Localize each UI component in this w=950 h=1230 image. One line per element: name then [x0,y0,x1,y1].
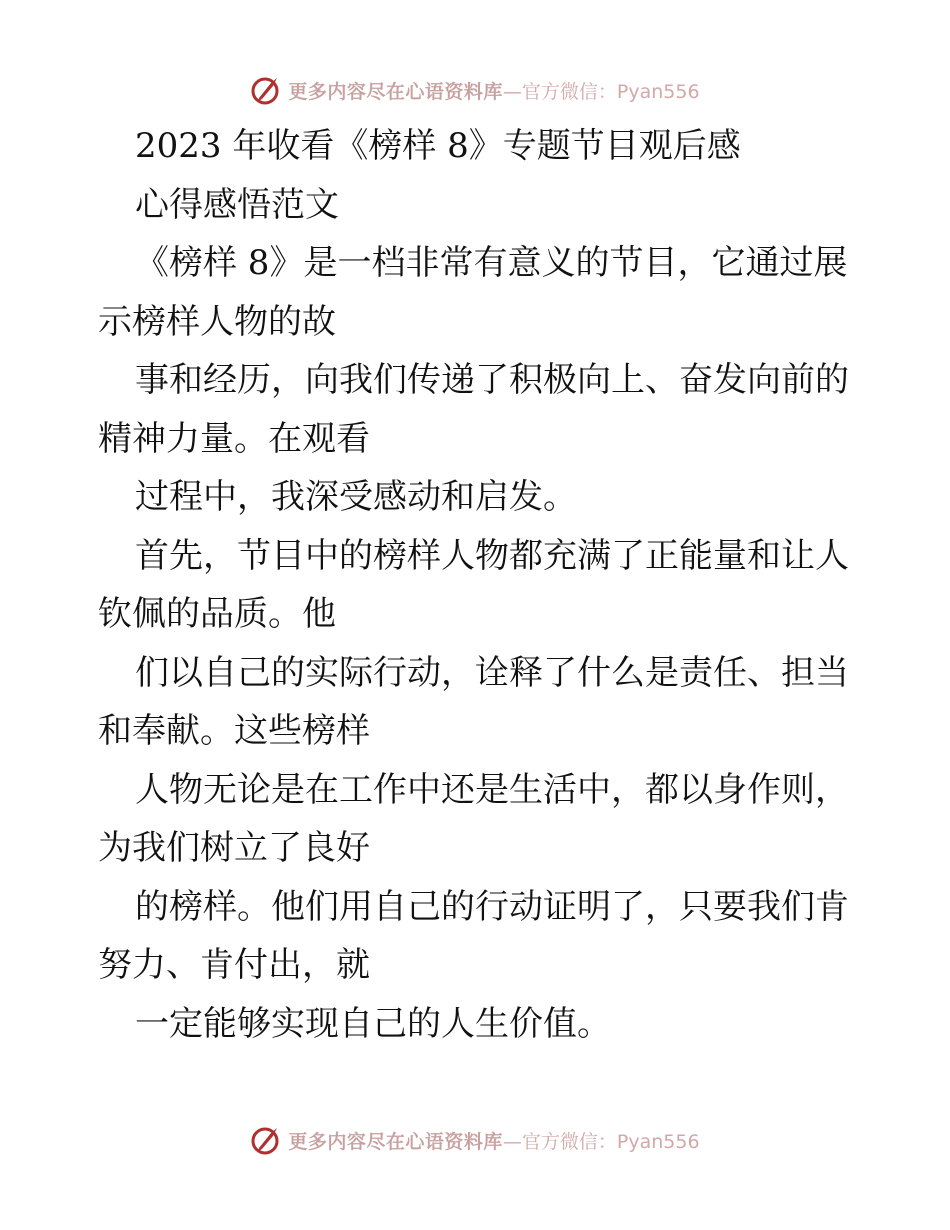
paragraph-line: 为我们树立了良好 [98,828,370,868]
paragraph-line: 过程中，我深受感动和启发。 [135,477,577,517]
paragraph-line: 精神力量。在观看 [98,418,370,459]
document-body [98,117,858,1053]
paragraph-line: 钦佩的品质。他 [98,594,336,634]
footer-banner [0,1120,950,1160]
header-banner [0,70,950,110]
paragraph-line: 首先，节目中的榜样人物都充满了正能量和让人 [135,535,849,576]
banner-title: 更多内容尽在心语资料库 [288,1130,503,1153]
paragraph-line: 示榜样人物的故 [98,301,336,342]
paragraph-line: 《榜样 8》是一档非常有意义的节目，它通过展 [135,243,848,283]
paragraph-line: 们以自己的实际行动，诠释了什么是责任、担当 [135,652,849,693]
title-line: 2023 年收看《榜样 8》专题节目观后感 [135,126,741,166]
pen-logo-icon [250,74,282,106]
banner-title: 更多内容尽在心语资料库 [288,80,503,103]
paragraph-line: 努力、肯付出，就 [98,945,370,985]
paragraph-line: 人物无论是在工作中还是生活中，都以身作则， [135,769,849,810]
paragraph-line: 和奉献。这些榜样 [98,711,370,751]
subtitle-line: 心得感悟范文 [135,184,339,225]
banner-contact: —官方微信：Pyan556 [502,80,700,103]
pen-logo-icon [250,1124,282,1156]
banner-contact: —官方微信：Pyan556 [502,1130,700,1153]
paragraph-line: 的榜样。他们用自己的行动证明了，只要我们肯 [135,886,849,927]
paragraph-line: 事和经历，向我们传递了积极向上、奋发向前的 [135,360,849,400]
paragraph-line: 一定能够实现自己的人生价值。 [135,1003,611,1044]
